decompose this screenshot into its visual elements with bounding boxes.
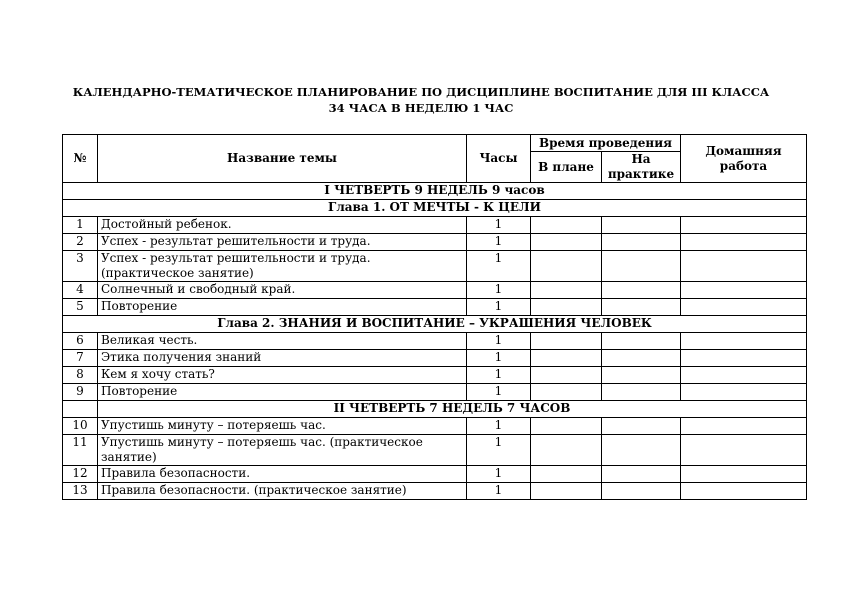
document-title: КАЛЕНДАРНО-ТЕМАТИЧЕСКОЕ ПЛАНИРОВАНИЕ ПО ДИСЦИПЛИНЕ ВОСПИТАНИЕ ДЛЯ III КЛАССА	[72, 85, 770, 99]
row-number: 11	[63, 435, 98, 466]
row-topic: Повторение	[98, 299, 467, 316]
row-homework	[681, 299, 807, 316]
table-row	[63, 466, 807, 483]
row-hours: 1	[467, 251, 531, 282]
row-hours: 1	[467, 435, 531, 466]
header-num: №	[63, 135, 98, 183]
header-time: Время проведения	[531, 135, 681, 152]
row-topic: Солнечный и свободный край.	[98, 282, 467, 299]
table-row	[63, 350, 807, 367]
row-plan	[531, 333, 602, 350]
row-topic: Достойный ребенок.	[98, 217, 467, 234]
table-row	[63, 333, 807, 350]
header-topic: Название темы	[98, 135, 467, 183]
row-number: 8	[63, 367, 98, 384]
row-topic: Правила безопасности.	[98, 466, 467, 483]
plan-table	[62, 134, 807, 500]
row-number: 12	[63, 466, 98, 483]
row-practice	[602, 466, 681, 483]
row-plan	[531, 384, 602, 401]
chapter-1-title: Глава 1. ОТ МЕЧТЫ - К ЦЕЛИ	[63, 200, 807, 217]
row-number: 7	[63, 350, 98, 367]
row-hours: 1	[467, 234, 531, 251]
row-number: 10	[63, 418, 98, 435]
row-practice	[602, 251, 681, 282]
table-row	[63, 251, 807, 282]
row-plan	[531, 282, 602, 299]
table-row	[63, 367, 807, 384]
row-practice	[602, 217, 681, 234]
table-row	[63, 418, 807, 435]
row-practice	[602, 384, 681, 401]
table-row	[63, 217, 807, 234]
section-quarter-2: II ЧЕТВЕРТЬ 7 НЕДЕЛЬ 7 ЧАСОВ	[98, 401, 807, 418]
row-plan	[531, 435, 602, 466]
row-homework	[681, 234, 807, 251]
row-topic: Успех - результат решительности и труда. (практическое занятие)	[98, 251, 467, 282]
row-hours: 1	[467, 483, 531, 500]
row-homework	[681, 483, 807, 500]
table-row	[63, 299, 807, 316]
row-plan	[531, 466, 602, 483]
table-row	[63, 282, 807, 299]
header-practice: На практике	[602, 152, 681, 183]
table-row	[63, 234, 807, 251]
row-number: 9	[63, 384, 98, 401]
row-number: 6	[63, 333, 98, 350]
row-hours: 1	[467, 299, 531, 316]
row-plan	[531, 217, 602, 234]
row-practice	[602, 282, 681, 299]
row-plan	[531, 483, 602, 500]
row-hours: 1	[467, 418, 531, 435]
row-homework	[681, 435, 807, 466]
row-homework	[681, 418, 807, 435]
row-homework	[681, 384, 807, 401]
row-practice	[602, 234, 681, 251]
row-plan	[531, 367, 602, 384]
row-homework	[681, 251, 807, 282]
row-topic: Упустишь минуту – потеряешь час. (практическое занятие)	[98, 435, 467, 466]
row-homework	[681, 217, 807, 234]
header-plan: В плане	[531, 152, 602, 183]
row-practice	[602, 333, 681, 350]
table-row	[63, 435, 807, 466]
row-plan	[531, 251, 602, 282]
row-homework	[681, 466, 807, 483]
row-topic: Кем я хочу стать?	[98, 367, 467, 384]
table-row	[63, 483, 807, 500]
row-homework	[681, 367, 807, 384]
row-practice	[602, 350, 681, 367]
row-hours: 1	[467, 466, 531, 483]
row-homework	[681, 333, 807, 350]
row-number: 2	[63, 234, 98, 251]
row-plan	[531, 418, 602, 435]
row-number: 5	[63, 299, 98, 316]
row-plan	[531, 350, 602, 367]
row-homework	[681, 350, 807, 367]
row-hours: 1	[467, 333, 531, 350]
row-topic: Повторение	[98, 384, 467, 401]
row-practice	[602, 435, 681, 466]
chapter-2-title: Глава 2. ЗНАНИЯ И ВОСПИТАНИЕ – УКРАШЕНИЯ ЧЕЛОВЕК	[63, 316, 807, 333]
row-hours: 1	[467, 367, 531, 384]
table-row	[63, 384, 807, 401]
row-topic: Успех - результат решительности и труда.	[98, 234, 467, 251]
row-number: 13	[63, 483, 98, 500]
row-topic: Правила безопасности. (практическое занятие)	[98, 483, 467, 500]
row-number: 4	[63, 282, 98, 299]
section-quarter-2-spacer	[63, 401, 98, 418]
row-hours: 1	[467, 217, 531, 234]
section-quarter-1: I ЧЕТВЕРТЬ 9 НЕДЕЛЬ 9 часов	[63, 183, 807, 200]
row-plan	[531, 299, 602, 316]
document-subtitle: 34 ЧАСА В НЕДЕЛЮ 1 ЧАС	[328, 101, 514, 115]
row-number: 3	[63, 251, 98, 282]
row-practice	[602, 483, 681, 500]
row-practice	[602, 299, 681, 316]
row-topic: Великая честь.	[98, 333, 467, 350]
header-hours: Часы	[467, 135, 531, 183]
row-hours: 1	[467, 350, 531, 367]
row-homework	[681, 282, 807, 299]
row-practice	[602, 367, 681, 384]
row-practice	[602, 418, 681, 435]
header-homework: Домашняя работа	[681, 135, 807, 183]
row-number: 1	[63, 217, 98, 234]
row-topic: Упустишь минуту – потеряешь час.	[98, 418, 467, 435]
row-hours: 1	[467, 384, 531, 401]
row-plan	[531, 234, 602, 251]
row-hours: 1	[467, 282, 531, 299]
row-topic: Этика получения знаний	[98, 350, 467, 367]
